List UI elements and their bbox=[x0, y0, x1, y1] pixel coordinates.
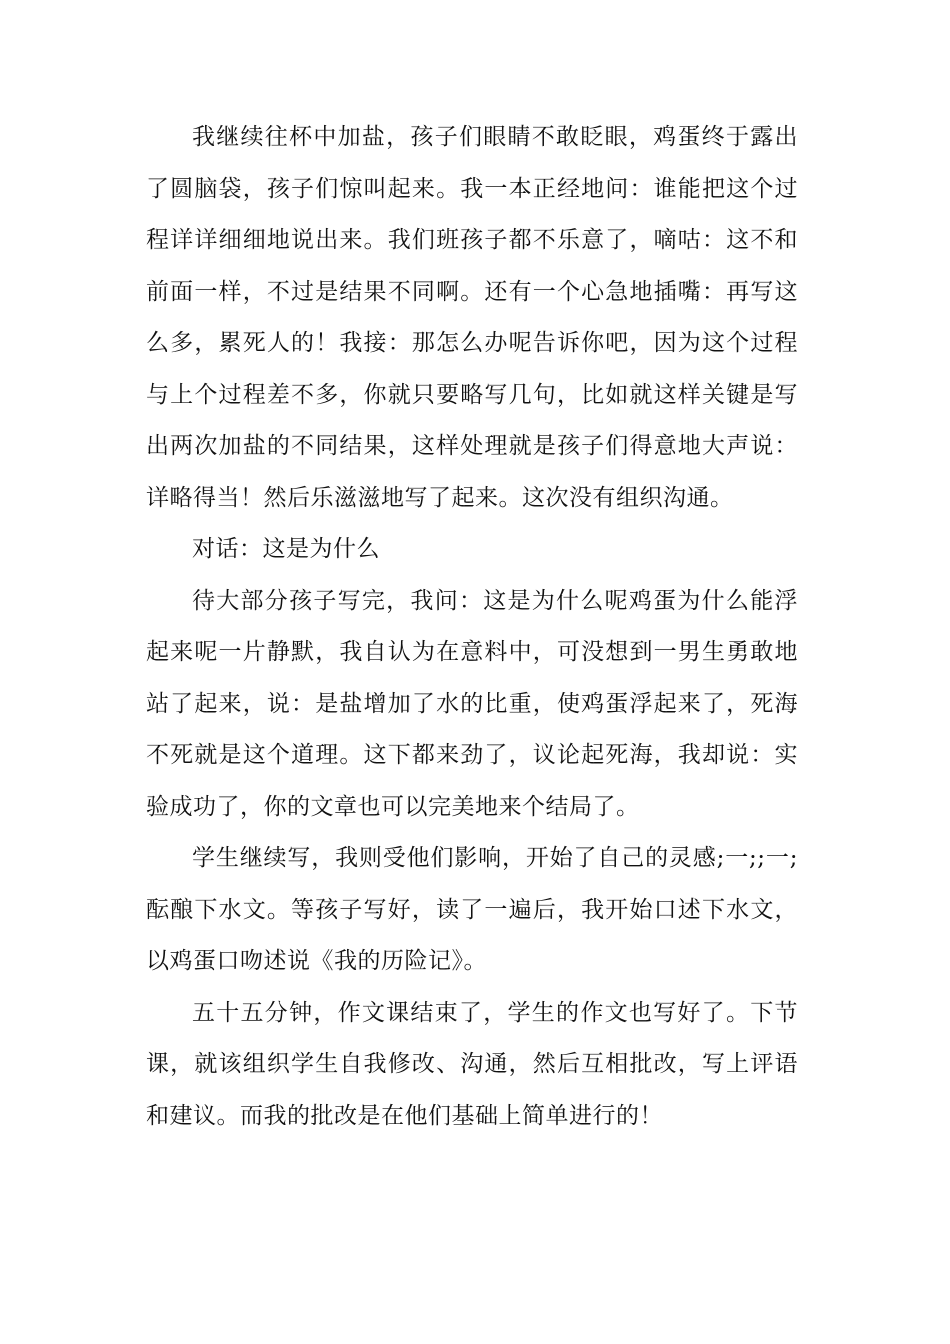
document-body bbox=[146, 112, 798, 1142]
paragraph-dialogue-heading: 对话：这是为什么 bbox=[192, 536, 380, 562]
paragraph-class-end: 五十五分钟，作文课结束了，学生的作文也写好了。下节课，就该组织学生自我修改、沟通，然后互相批改，写上评语和建议。而我的批改是在他们基础上简单进行的！ bbox=[146, 999, 798, 1129]
paragraph-continue-writing: 学生继续写，我则受他们影响，开始了自己的灵感;一;;一;酝酿下水文。等孩子写好，读了一遍后，我开始口述下水文，以鸡蛋口吻述说《我的历险记》。 bbox=[146, 845, 798, 974]
paragraph-why-question: 待大部分孩子写完，我问：这是为什么呢鸡蛋为什么能浮起来呢一片静默，我自认为在意料中，可没想到一男生勇敢地站了起来，说：是盐增加了水的比重，使鸡蛋浮起来了，死海不死就是这个道理。这下都来劲了，议论起死海，我却说：实验成功了，你的文章也可以完美地来个结局了。 bbox=[146, 587, 798, 820]
paragraph-salt-experiment: 我继续往杯中加盐，孩子们眼睛不敢眨眼，鸡蛋终于露出了圆脑袋，孩子们惊叫起来。我一本正经地问：谁能把这个过程详详细细地说出来。我们班孩子都不乐意了，嘀咕：这不和前面一样，不过是结果不同啊。还有一个心急地插嘴：再写这么多，累死人的！我接：那怎么办呢告诉你吧，因为这个过程与上个过程差不多，你就只要略写几句，比如就这样关键是写出两次加盐的不同结果，这样处理就是孩子们得意地大声说：详略得当！然后乐滋滋地写了起来。这次没有组织沟通。 bbox=[146, 124, 798, 511]
